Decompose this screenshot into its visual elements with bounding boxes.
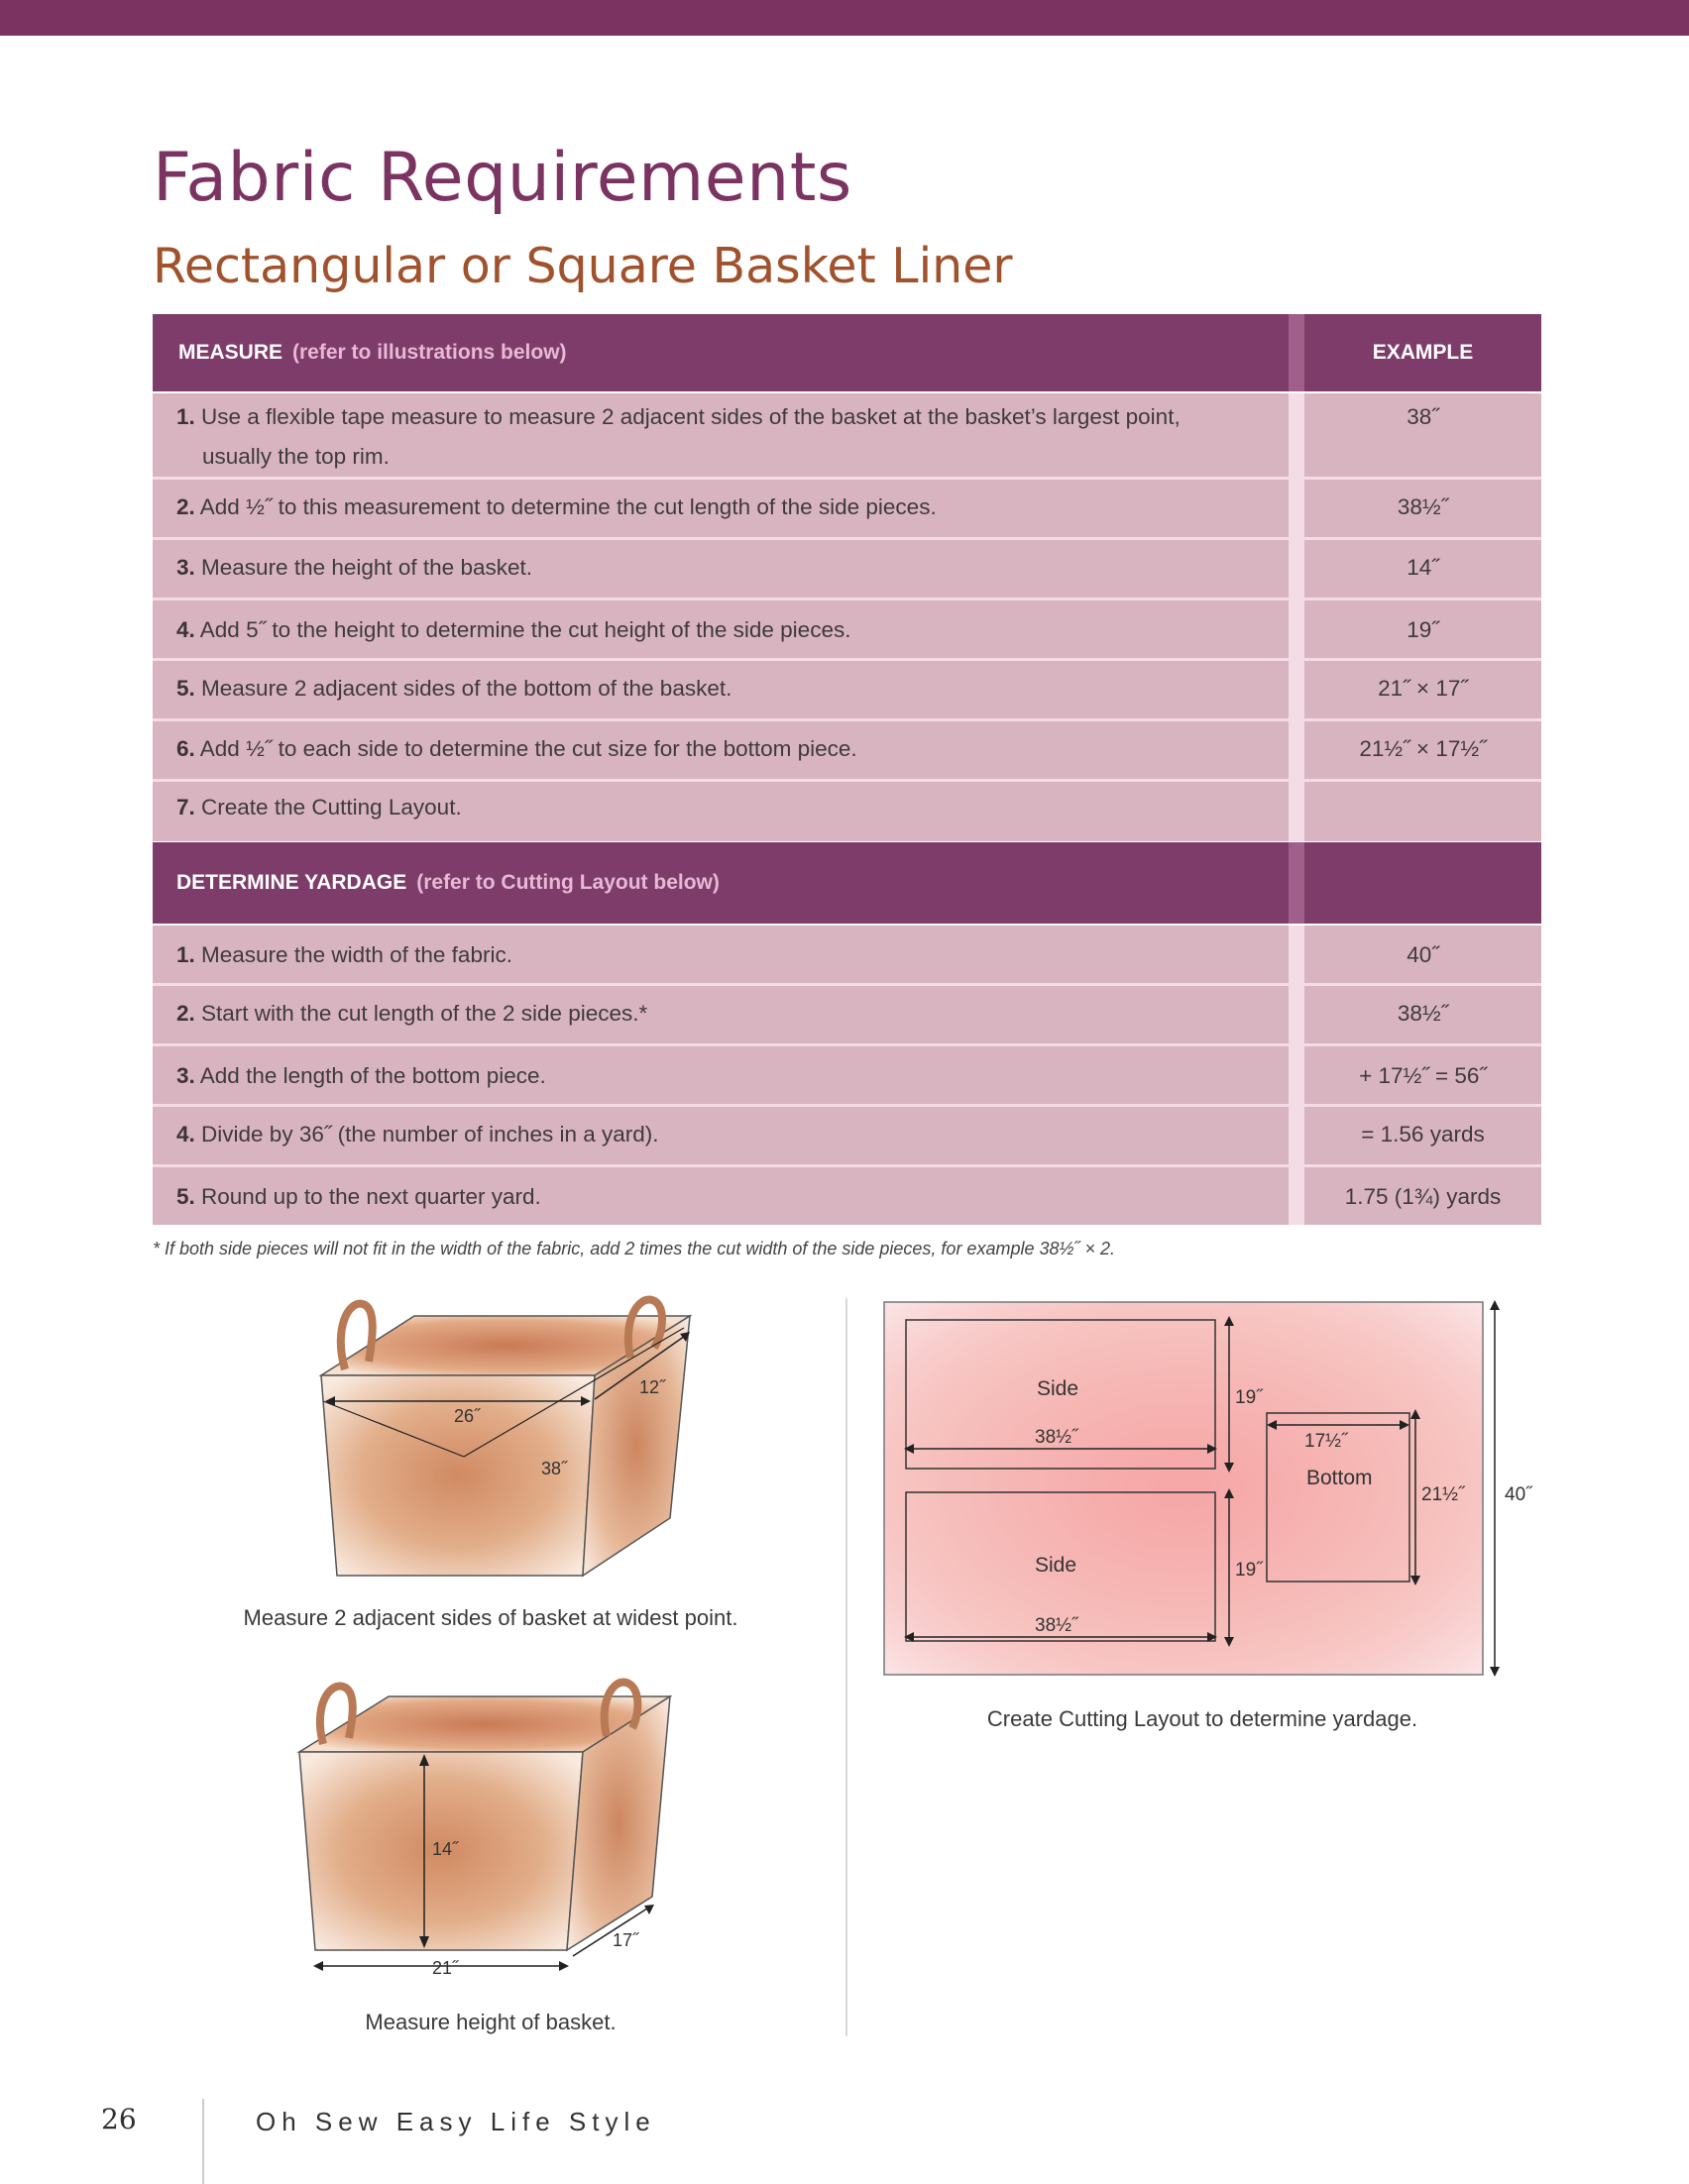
page-subtitle: Rectangular or Square Basket Liner [153,238,1013,294]
bottom-width-label: 21˝ [432,1958,459,1974]
row-example: 21½˝ × 17½˝ [1359,736,1487,761]
cutting-layout-caption: Create Cutting Layout to determine yardage. [986,1706,1418,1731]
row-text: Divide by 36˝ (the number of inches in a yard). [201,1122,659,1147]
row-number: 4. [176,617,195,642]
cutting-layout-diagram [880,1296,1534,1683]
row-text: Add 5˝ to the height to determine the cut height of the side pieces. [199,617,851,642]
basket-top-caption: Measure 2 adjacent sides of basket at widest point. [243,1605,738,1630]
height-measure-label: 14˝ [432,1839,459,1859]
row-example: 38˝ [1407,404,1439,429]
row-number: 5. [176,676,195,701]
yardage-header-row [153,842,1541,924]
table-row [153,661,1541,718]
side-bottom-label: Side [1035,1554,1077,1577]
side-measure-label: 12˝ [639,1377,666,1397]
row-example: 19˝ [1407,617,1439,642]
arrow-down-icon [1490,1667,1500,1677]
row-number: 2. [176,494,195,519]
row-number: 6. [176,736,195,761]
row-text: Measure the height of the basket. [201,555,532,580]
table-row [153,393,1541,477]
measure-header-row [153,314,1541,391]
row-number: 3. [176,1063,195,1088]
row-example: 38½˝ [1397,494,1449,519]
table-row [153,540,1541,598]
basket-height-illustration [293,1677,690,1974]
footnote: * If both side pieces will not fit in the width of the fabric, add 2 times the cut width of the side pieces, for example 38½˝ × 2. [153,1239,1116,1258]
example-header: EXAMPLE [1372,341,1474,364]
row-example: + 17½˝ = 56˝ [1359,1063,1487,1088]
arrow-right-icon [559,1961,569,1971]
row-text: Start with the cut length of the 2 side pieces.* [201,1001,648,1026]
row-number: 3. [176,555,195,580]
row-example: 40˝ [1407,942,1439,967]
arrow-left-icon [313,1961,323,1971]
row-text: Add the length of the bottom piece. [199,1063,546,1088]
table-row [153,480,1541,537]
row-example: = 1.56 yards [1361,1122,1485,1147]
footer-divider [202,2099,204,2184]
row-example: 14˝ [1407,555,1439,580]
basket-height-caption: Measure height of basket. [365,2010,617,2034]
row-text-continued: usually the top rim. [202,444,390,469]
row-number: 1. [176,404,195,429]
row-text: Add ½˝ to this measurement to determine the cut length of the side pieces. [199,494,937,519]
side-top-length-label: 38½˝ [1035,1427,1078,1448]
fabric-rectangle [884,1302,1483,1675]
row-text: Measure 2 adjacent sides of the bottom of the basket. [201,676,732,701]
row-text: Use a flexible tape measure to measure 2 adjacent sides of the basket at the basket’s largest point, [201,404,1181,429]
publication-name: Oh Sew Easy Life Style [256,2107,656,2136]
row-text: Add ½˝ to each side to determine the cut size for the bottom piece. [199,736,857,761]
side-top-height-label: 19˝ [1235,1387,1263,1408]
table-row [153,926,1541,983]
row-text: Round up to the next quarter yard. [201,1184,541,1209]
table-row [153,1167,1541,1225]
table-row [153,601,1541,658]
page-number: 26 [101,2103,137,2135]
column-divider [845,1298,847,2036]
bottom-width-label: 17½˝ [1304,1431,1348,1452]
table-row [153,782,1541,841]
measure-header: MEASURE [178,341,283,364]
row-text: Create the Cutting Layout. [201,795,462,819]
diagonal-measure-label: 38˝ [541,1459,568,1478]
side-top-label: Side [1037,1377,1079,1400]
row-number: 1. [176,942,195,967]
front-measure-label: 26˝ [454,1406,481,1426]
bottom-depth-label: 17˝ [613,1930,639,1950]
row-text: Measure the width of the fabric. [201,942,512,967]
side-bottom-length-label: 38½˝ [1035,1615,1078,1636]
page-title: Fabric Requirements [153,139,852,217]
top-accent-bar [0,0,1689,36]
yardage-header: DETERMINE YARDAGE [176,871,407,894]
row-number: 2. [176,1001,195,1026]
row-number: 4. [176,1122,195,1147]
table-row [153,1046,1541,1104]
row-example: 21˝ × 17˝ [1378,676,1468,701]
table-row [153,986,1541,1043]
basket-top-illustration [307,1288,704,1585]
row-number: 7. [176,795,195,819]
row-number: 5. [176,1184,195,1209]
table-row [153,1107,1541,1164]
measure-header-note: (refer to illustrations below) [292,341,567,364]
table-row [153,721,1541,779]
arrow-up-icon [1490,1300,1500,1310]
fabric-width-label: 40˝ [1505,1484,1532,1505]
bottom-label: Bottom [1306,1467,1373,1489]
yardage-header-note: (refer to Cutting Layout below) [416,871,720,894]
side-bottom-height-label: 19˝ [1235,1560,1263,1581]
row-example: 38½˝ [1397,1001,1449,1026]
row-example [1304,782,1541,784]
row-example: 1.75 (1¾) yards [1344,1184,1502,1209]
bottom-height-label: 21½˝ [1421,1484,1465,1505]
